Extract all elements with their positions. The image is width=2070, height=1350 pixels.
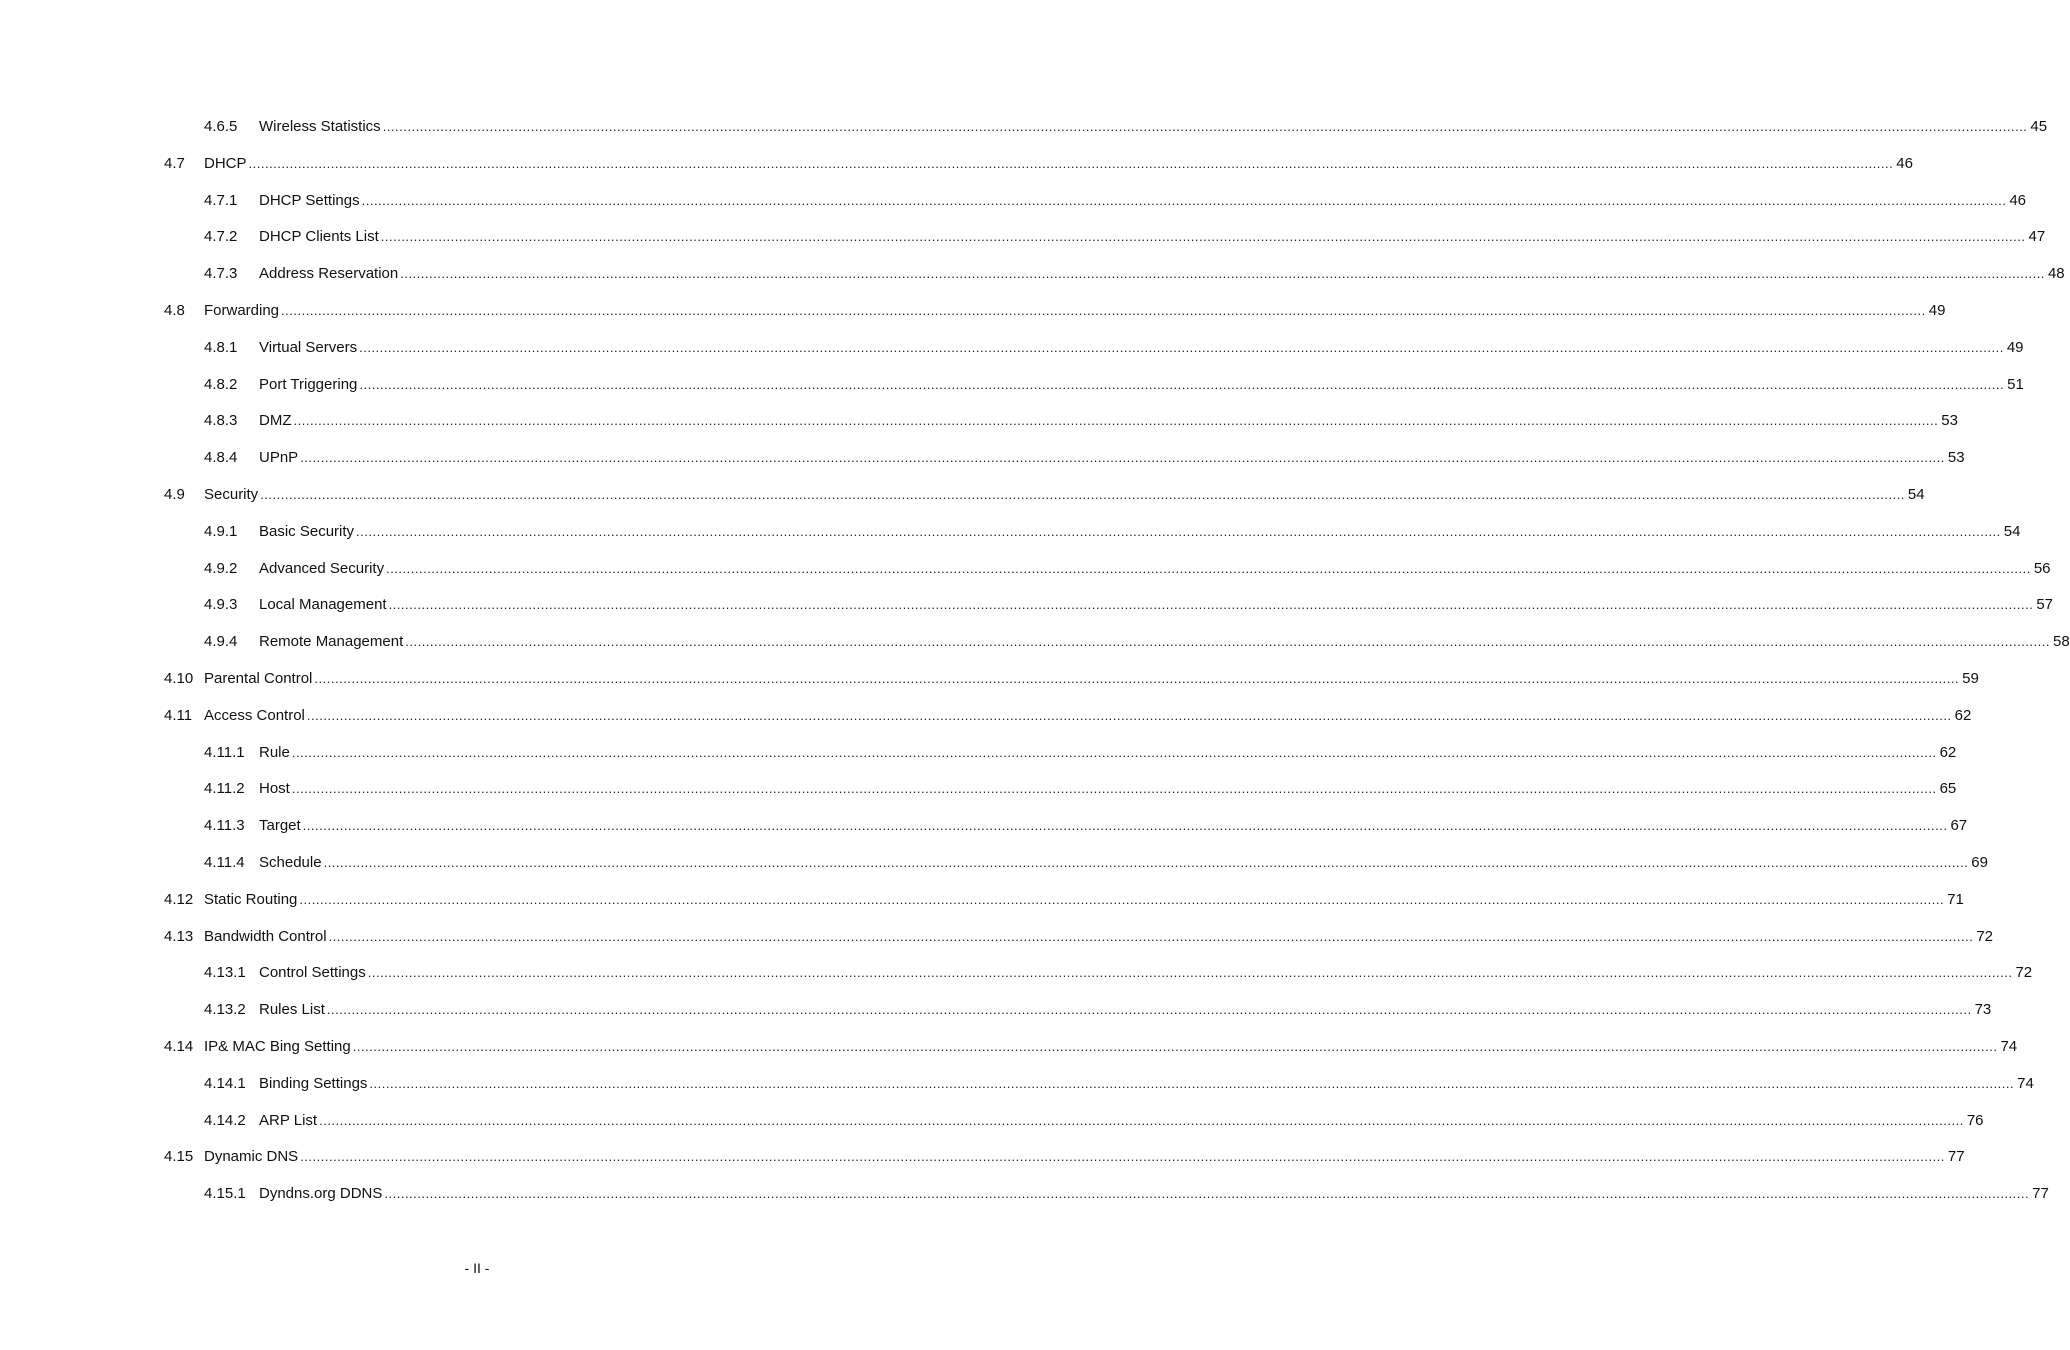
toc-section-number: 4.11.1 [204,743,245,761]
toc-section-number: 4.14 [164,1037,194,1055]
toc-section-number: 4.7 [164,154,185,172]
toc-section-title: Forwarding [204,301,280,319]
toc-entry-body [259,627,2070,657]
toc-entry-body [204,885,1964,915]
toc-entry-body [259,333,2024,363]
toc-entry-body [259,1179,2049,1209]
toc-section-title: Bandwidth Control [204,927,327,945]
toc-page-number: 53 [1947,449,1965,467]
toc-section-number: 4.13 [164,927,194,945]
toc-entry[interactable] [0,1069,2034,1106]
toc-dot-leader: ................................................................................................................................................................................................................................................................................................................................................................................................................ [369,1075,2015,1091]
toc-entry-body [204,480,1925,510]
page-number-footer: - II - [464,1260,490,1276]
toc-page-number: 74 [2000,1037,2018,1055]
toc-section-number: 4.7.3 [204,265,238,283]
toc-entry[interactable] [0,627,2070,664]
toc-section-title: Port Triggering [259,375,358,393]
toc-entry[interactable] [0,480,1925,517]
toc-entry[interactable] [0,406,1958,443]
toc-entry[interactable] [0,112,2048,149]
toc-page-number: 49 [1928,301,1946,319]
toc-section-title: Host [259,780,290,798]
toc-entry[interactable] [0,186,2027,223]
toc-entry-body [259,590,2054,620]
toc-page-number: 47 [2028,228,2046,246]
toc-entry-body [204,664,1979,694]
toc-dot-leader: ................................................................................................................................................................................................................................................................................................................................................................................................................ [281,302,1926,318]
toc-section-number: 4.13.1 [204,964,246,982]
toc-section-title: Wireless Statistics [259,118,381,135]
toc-entry[interactable] [0,333,2024,370]
toc-entry[interactable] [0,811,1968,848]
toc-entry[interactable] [0,370,2024,407]
toc-section-title: Basic Security [259,522,355,540]
toc-entry[interactable] [0,296,1946,333]
toc-dot-leader: ................................................................................................................................................................................................................................................................................................................................................................................................................ [356,523,2001,539]
toc-dot-leader: ................................................................................................................................................................................................................................................................................................................................................................................................................ [291,781,1937,797]
toc-section-title: Schedule [259,853,322,871]
toc-page-number: 45 [2030,118,2048,135]
toc-entry-body [259,186,2027,216]
toc-page-number: 49 [2006,338,2024,356]
toc-page-number: 77 [2032,1185,2049,1203]
toc-dot-leader: ................................................................................................................................................................................................................................................................................................................................................................................................................ [367,965,2013,981]
toc-dot-leader: ................................................................................................................................................................................................................................................................................................................................................................................................................ [248,155,1894,171]
toc-page-number: 73 [1974,1001,1992,1019]
toc-entry[interactable] [0,517,2021,554]
toc-page-number: 71 [1947,890,1964,908]
toc-section-title: ARP List [259,1111,318,1129]
toc-section-title: Dynamic DNS [204,1148,299,1166]
toc-entry-body [259,554,2051,584]
toc-entry-body [259,1106,1984,1136]
toc-entry[interactable] [0,922,1993,959]
toc-entry-body [259,443,1965,473]
toc-page-number: 62 [1939,743,1957,761]
toc-entry-body [259,848,1988,878]
toc-section-title: UPnP [259,449,299,467]
toc-section-number: 4.8.4 [204,449,238,467]
toc-dot-leader: ................................................................................................................................................................................................................................................................................................................................................................................................................ [359,339,2004,355]
toc-entry-body [204,701,1972,731]
toc-section-number: 4.14.2 [204,1111,246,1129]
toc-section-title: DHCP Settings [259,191,360,209]
toc-entry-body [259,811,1968,841]
toc-dot-leader: ................................................................................................................................................................................................................................................................................................................................................................................................................ [323,854,1969,870]
toc-section-number: 4.11.3 [204,817,245,835]
toc-entry-body [259,370,2024,400]
toc-entry[interactable] [0,738,1957,775]
toc-page-number: 48 [2047,265,2065,283]
toc-section-number: 4.10 [164,669,194,687]
table-of-contents [0,112,2070,1216]
toc-section-number: 4.9 [164,485,185,503]
toc-entry-body [259,259,2065,289]
toc-dot-leader: ................................................................................................................................................................................................................................................................................................................................................................................................................ [352,1038,1998,1054]
toc-entry[interactable] [0,554,2051,591]
toc-section-title: Parental Control [204,669,313,687]
toc-section-title: Remote Management [259,633,404,651]
toc-section-title: Access Control [204,706,305,724]
toc-entry[interactable] [0,149,1913,186]
toc-entry[interactable] [0,995,1992,1032]
toc-section-title: Security [204,485,259,503]
toc-section-number: 4.12 [164,890,194,908]
toc-page-number: 54 [2003,522,2021,540]
toc-section-number: 4.7.2 [204,228,238,246]
toc-dot-leader: ................................................................................................................................................................................................................................................................................................................................................................................................................ [328,928,1974,944]
toc-entry[interactable] [0,885,1964,922]
toc-page-number: 58 [2052,633,2070,651]
toc-page-number: 51 [2007,375,2024,393]
toc-entry-body [259,517,2021,547]
toc-section-title: DMZ [259,412,292,430]
toc-page-number: 46 [2009,191,2027,209]
toc-section-number: 4.9.1 [204,522,238,540]
toc-dot-leader: ................................................................................................................................................................................................................................................................................................................................................................................................................ [384,1186,2030,1202]
toc-entry-body [259,222,2046,252]
toc-section-number: 4.7.1 [204,191,238,209]
toc-entry[interactable] [0,958,2033,995]
toc-section-title: Rules List [259,1001,325,1019]
toc-page-number: 67 [1950,817,1968,835]
toc-section-title: Rule [259,743,290,761]
toc-dot-leader: ................................................................................................................................................................................................................................................................................................................................................................................................................ [388,597,2034,613]
toc-section-title: Local Management [259,596,387,614]
toc-dot-leader: ................................................................................................................................................................................................................................................................................................................................................................................................................ [299,891,1945,907]
toc-entry[interactable] [0,774,1957,811]
toc-dot-leader: ................................................................................................................................................................................................................................................................................................................................................................................................................ [319,1112,1964,1128]
toc-dot-leader: ................................................................................................................................................................................................................................................................................................................................................................................................................ [300,450,1945,466]
toc-dot-leader: ................................................................................................................................................................................................................................................................................................................................................................................................................ [382,119,2028,134]
toc-section-number: 4.9.4 [204,633,238,651]
toc-dot-leader: ................................................................................................................................................................................................................................................................................................................................................................................................................ [293,413,1939,429]
toc-page-number: 72 [2015,964,2033,982]
toc-section-title: DHCP Clients List [259,228,379,246]
toc-section-title: Advanced Security [259,559,385,577]
toc-page-number: 65 [1939,780,1957,798]
toc-entry-body [204,149,1913,179]
toc-dot-leader: ................................................................................................................................................................................................................................................................................................................................................................................................................ [326,1002,1972,1018]
toc-page-number: 72 [1976,927,1993,945]
toc-section-title: Address Reservation [259,265,399,283]
toc-section-title: Target [259,817,301,835]
toc-section-title: Virtual Servers [259,338,358,356]
toc-section-title: Dyndns.org DDNS [259,1185,383,1203]
toc-page-number: 46 [1896,154,1913,172]
toc-section-number: 4.6.5 [204,118,238,135]
toc-section-number: 4.9.3 [204,596,238,614]
toc-dot-leader: ................................................................................................................................................................................................................................................................................................................................................................................................................ [314,670,1960,686]
toc-entry[interactable] [0,1032,2018,1069]
toc-section-title: Binding Settings [259,1074,368,1092]
toc-entry-body [259,112,2048,142]
toc-page-number: 59 [1962,669,1979,687]
toc-page-number: 69 [1971,853,1988,871]
toc-entry[interactable] [0,848,1988,885]
toc-dot-leader: ................................................................................................................................................................................................................................................................................................................................................................................................................ [291,744,1937,760]
toc-entry[interactable] [0,590,2054,627]
toc-section-number: 4.13.2 [204,1001,246,1019]
toc-page-number: 76 [1966,1111,1984,1129]
toc-section-number: 4.8.2 [204,375,238,393]
toc-entry-body [259,774,1957,804]
toc-entry[interactable] [0,443,1965,480]
toc-section-number: 4.15.1 [204,1185,246,1203]
toc-page-number: 53 [1941,412,1958,430]
toc-section-title: Static Routing [204,890,298,908]
toc-entry-body [259,1069,2034,1099]
toc-page-number: 56 [2033,559,2051,577]
toc-entry[interactable] [0,222,2046,259]
toc-entry-body [204,1142,1965,1172]
toc-section-number: 4.14.1 [204,1074,246,1092]
toc-dot-leader: ................................................................................................................................................................................................................................................................................................................................................................................................................ [400,266,2045,282]
toc-page-number: 62 [1954,706,1972,724]
toc-entry-body [259,995,1992,1025]
toc-entry[interactable] [0,664,1979,701]
toc-page-number: 54 [1907,485,1925,503]
toc-page-number: 77 [1947,1148,1965,1166]
toc-section-title: Control Settings [259,964,366,982]
toc-entry[interactable] [0,1179,2049,1216]
toc-section-number: 4.8.3 [204,412,238,430]
toc-dot-leader: ................................................................................................................................................................................................................................................................................................................................................................................................................ [386,560,2031,576]
toc-section-number: 4.11.4 [204,853,245,871]
toc-page-number: 74 [2017,1074,2034,1092]
toc-entry-body [204,1032,2018,1062]
toc-section-number: 4.11 [164,706,193,724]
toc-entry[interactable] [0,259,2065,296]
toc-dot-leader: ................................................................................................................................................................................................................................................................................................................................................................................................................ [405,634,2050,650]
toc-entry[interactable] [0,1142,1965,1179]
toc-dot-leader: ................................................................................................................................................................................................................................................................................................................................................................................................................ [359,376,2005,392]
toc-dot-leader: ................................................................................................................................................................................................................................................................................................................................................................................................................ [380,229,2026,245]
toc-dot-leader: ................................................................................................................................................................................................................................................................................................................................................................................................................ [302,818,1948,834]
toc-entry[interactable] [0,1106,1984,1143]
toc-dot-leader: ................................................................................................................................................................................................................................................................................................................................................................................................................ [260,486,1905,502]
toc-entry-body [204,922,1993,952]
toc-section-title: DHCP [204,154,247,172]
toc-dot-leader: ................................................................................................................................................................................................................................................................................................................................................................................................................ [300,1149,1945,1165]
toc-dot-leader: ................................................................................................................................................................................................................................................................................................................................................................................................................ [306,707,1952,723]
toc-section-number: 4.8.1 [204,338,238,356]
toc-section-number: 4.15 [164,1148,194,1166]
toc-section-number: 4.8 [164,301,185,319]
toc-section-number: 4.9.2 [204,559,238,577]
toc-section-number: 4.11.2 [204,780,245,798]
toc-dot-leader: ................................................................................................................................................................................................................................................................................................................................................................................................................ [361,192,2007,208]
toc-entry-body [259,738,1957,768]
toc-entry-body [204,296,1946,326]
toc-entry-body [259,958,2033,988]
toc-section-title: IP& MAC Bing Setting [204,1037,351,1055]
toc-page-number: 57 [2036,596,2054,614]
toc-entry[interactable] [0,701,1972,738]
toc-entry-body [259,406,1958,436]
